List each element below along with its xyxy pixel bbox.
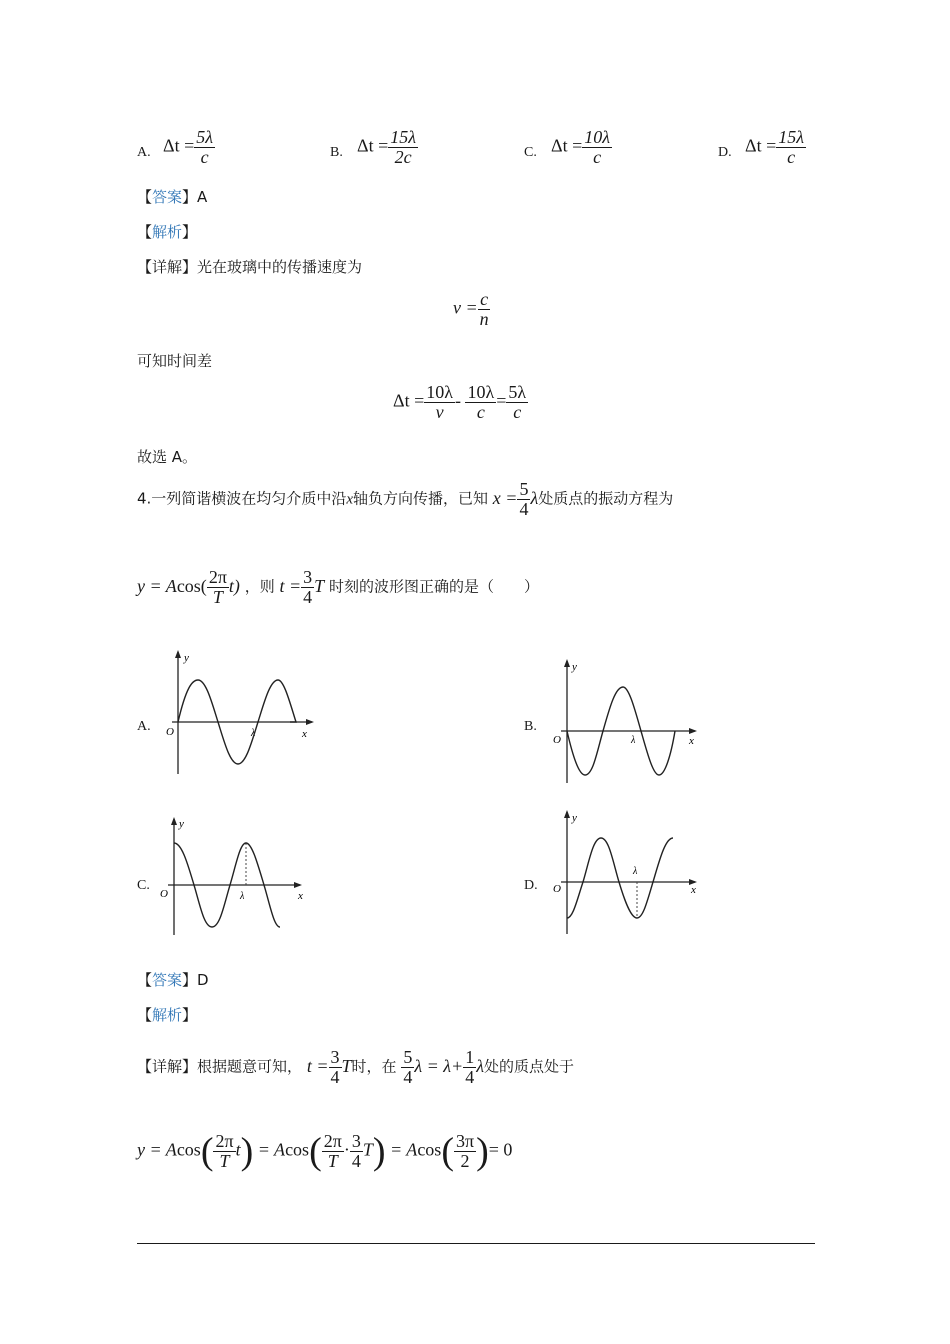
q3-conclusion: 故选 A。 <box>137 448 198 466</box>
formula-tail: λ <box>530 487 539 508</box>
stem-var: x <box>346 491 353 508</box>
answer-value: A <box>197 188 208 206</box>
answer-value: D <box>197 971 209 989</box>
wave-graph-a[interactable] <box>150 648 320 778</box>
graph-option-a-label[interactable] <box>137 716 151 735</box>
wave-graph-b[interactable] <box>535 657 705 787</box>
frac-num: 3π <box>455 1131 475 1151</box>
q4-detail-line: 【详解】根据题意可知， t = $\frac{3}{4}$ T时，在 $\frac{5}{4}$ λ = λ+ $\frac{1}{4}$ λ处的质点处于 <box>137 1047 575 1087</box>
formula-part: y = A <box>137 1139 177 1160</box>
option-label[interactable]: A. <box>137 719 151 734</box>
q4-analysis-tag: 【解析】 <box>137 1006 198 1024</box>
frac-den: T <box>212 586 223 607</box>
y-axis-label: y <box>179 818 184 830</box>
formula-tail: T <box>341 1055 352 1076</box>
q3-option-c-formula <box>551 128 612 167</box>
frac-num: 10λ <box>426 382 453 402</box>
q4-final-equation: y = Acos( $\frac{2\pi}{T}$ t) = Acos( $\frac{2\pi}{T}$ · $\frac{3}{4}$ T) = Acos( $\frac{3\pi}{2}$ )= 0 <box>137 1130 513 1173</box>
frac-den: 4 <box>330 1066 340 1087</box>
formula-lhs: Δt = <box>163 135 195 156</box>
origin-label: O <box>166 726 174 738</box>
lambda-label: λ <box>251 728 256 739</box>
frac-den: 4 <box>351 1150 361 1171</box>
frac-num: 3 <box>351 1131 361 1151</box>
formula-part: = A <box>257 1139 286 1160</box>
frac-den: T <box>219 1150 230 1171</box>
analysis-tag: 解析 <box>152 1006 183 1024</box>
wave-curve <box>567 838 673 918</box>
y-axis-arrow <box>564 659 570 667</box>
minus-sign: - <box>454 390 461 411</box>
q3-option-a <box>137 142 151 161</box>
option-label[interactable]: D. <box>524 878 538 893</box>
detail-tag: 详解 <box>152 258 183 276</box>
q4-vibration-eq <box>137 567 240 607</box>
dot-op: · <box>343 1139 350 1160</box>
formula-lhs: Δt = <box>393 390 425 411</box>
x-axis-label: x <box>298 890 303 902</box>
x-axis-label: x <box>689 735 694 747</box>
detail-text: 处的质点处于 <box>484 1057 575 1076</box>
frac-den: c <box>476 401 485 422</box>
frac-num: 5λ <box>196 127 214 147</box>
frac-num: 5 <box>519 479 529 499</box>
formula-lhs: t = <box>306 1055 329 1076</box>
frac-den: c <box>593 146 602 167</box>
q3-option-d-formula <box>745 128 806 167</box>
frac-num: 2π <box>215 1131 234 1151</box>
y-axis-label: y <box>184 652 189 664</box>
stem-text: 轴负方向传播，已知 <box>353 489 489 508</box>
q4-time-formula <box>279 567 325 607</box>
formula-lhs: t = <box>279 575 302 596</box>
cos-text: cos <box>176 1139 201 1160</box>
formula-lhs: Δt = <box>551 135 583 156</box>
option-label: B. <box>330 145 343 160</box>
frac-num: 5λ <box>508 382 527 402</box>
option-label[interactable]: C. <box>137 878 150 893</box>
formula-mid: λ = λ+ <box>414 1055 464 1076</box>
detail-tag: 详解 <box>152 1057 183 1076</box>
origin-label: O <box>553 883 561 895</box>
stem-text: 处质点的振动方程为 <box>538 489 674 508</box>
detail-text: 时，在 <box>351 1057 397 1076</box>
origin-label: O <box>160 888 168 900</box>
formula-lhs: y = A <box>137 575 177 596</box>
cos-text: cos( <box>176 575 207 596</box>
detail-text: 光在玻璃中的传播速度为 <box>197 258 363 276</box>
formula-lhs: Δt = <box>745 135 777 156</box>
wave-graph-d[interactable] <box>535 808 705 938</box>
frac-num: 10λ <box>467 382 495 402</box>
frac-den: c <box>513 401 522 422</box>
x-axis-arrow <box>306 719 314 725</box>
lambda-label: λ <box>633 866 638 877</box>
x-axis-arrow <box>689 728 697 734</box>
frac-num: 2π <box>323 1131 342 1151</box>
frac-num: 1 <box>465 1047 475 1067</box>
frac-num: c <box>480 289 489 309</box>
q4-position-formula <box>492 479 539 519</box>
x-axis-label: x <box>302 728 307 740</box>
frac-den: v <box>435 401 444 422</box>
lambda-label: λ <box>631 735 636 746</box>
formula-var: t <box>235 1139 241 1160</box>
q4-stem-line1 <box>137 480 673 519</box>
origin-label: O <box>553 734 561 746</box>
wave-graph-c[interactable] <box>150 815 320 940</box>
stem-text: 时刻的波形图正确的是（ ） <box>328 577 539 596</box>
formula-part: = A <box>389 1139 418 1160</box>
option-label: D. <box>718 145 732 160</box>
frac-den: 4 <box>403 1066 413 1087</box>
frac-num: 5 <box>403 1047 413 1067</box>
answer-tag: 答案 <box>152 188 183 206</box>
formula-lhs: x = <box>492 487 518 508</box>
frac-den: 4 <box>519 498 529 519</box>
cos-text: cos <box>417 1139 442 1160</box>
analysis-tag: 解析 <box>152 223 183 241</box>
q4-answer-line: 【答案】D <box>137 971 209 989</box>
frac-den: 4 <box>465 1066 475 1087</box>
option-label: A. <box>137 145 151 160</box>
formula-var: T <box>362 1139 373 1160</box>
option-label[interactable]: B. <box>524 719 537 734</box>
lambda-label: λ <box>240 891 245 902</box>
stem-text: 4.一列简谐横波在均匀介质中沿 <box>137 489 347 508</box>
y-axis-label: y <box>572 661 577 673</box>
frac-num: 15λ <box>390 127 417 147</box>
q4-stem-line2 <box>137 568 539 607</box>
q3-options <box>137 128 837 172</box>
q3-option-c <box>524 142 537 161</box>
q3-eq-time-diff <box>393 383 528 422</box>
frac-num: 15λ <box>778 127 805 147</box>
formula-lhs: Δt = <box>357 135 389 156</box>
frac-num: 10λ <box>584 127 611 147</box>
frac-den: T <box>327 1150 338 1171</box>
frac-num: 3 <box>303 567 313 587</box>
formula-tail: T <box>314 575 325 596</box>
formula-lhs: v = <box>453 297 478 318</box>
formula-part: = 0 <box>488 1139 513 1160</box>
detail-text: 根据题意可知， <box>197 1057 303 1076</box>
cos-text: cos <box>285 1139 310 1160</box>
x-axis-label: x <box>691 884 696 896</box>
equals-sign: = <box>496 390 507 411</box>
q3-option-a-formula <box>163 128 215 167</box>
y-axis-arrow <box>171 817 177 825</box>
y-axis-arrow <box>175 650 181 658</box>
q4-detail-time <box>306 1047 352 1087</box>
q3-analysis-tag: 【解析】 <box>137 223 198 241</box>
answer-tag: 答案 <box>152 971 183 989</box>
option-label: C. <box>524 145 537 160</box>
formula-tail: λ <box>476 1055 484 1076</box>
stem-text: ，则 <box>244 577 275 596</box>
formula-tail: t) <box>228 575 240 596</box>
q3-line2: 可知时间差 <box>137 352 213 370</box>
q3-eq-velocity <box>453 290 491 329</box>
q3-answer-line: 【答案】A <box>137 188 208 206</box>
frac-den: 4 <box>303 586 313 607</box>
q4-detail-position <box>401 1047 484 1087</box>
frac-den: c <box>200 146 209 167</box>
q3-option-b-formula <box>357 128 418 167</box>
frac-den: n <box>479 308 489 329</box>
footer-rule <box>137 1243 815 1244</box>
frac-num: 2π <box>208 567 227 587</box>
x-axis-arrow <box>294 882 302 888</box>
y-axis-arrow <box>564 810 570 818</box>
frac-num: 3 <box>330 1047 340 1067</box>
q3-detail-line: 【详解】光在玻璃中的传播速度为 <box>137 258 363 276</box>
y-axis-label: y <box>572 812 577 824</box>
q3-option-d <box>718 142 732 161</box>
graph-option-c-label[interactable] <box>137 875 150 894</box>
q3-option-b <box>330 142 343 161</box>
frac-den: 2 <box>460 1150 470 1171</box>
frac-den: c <box>787 146 796 167</box>
frac-den: 2c <box>394 146 412 167</box>
